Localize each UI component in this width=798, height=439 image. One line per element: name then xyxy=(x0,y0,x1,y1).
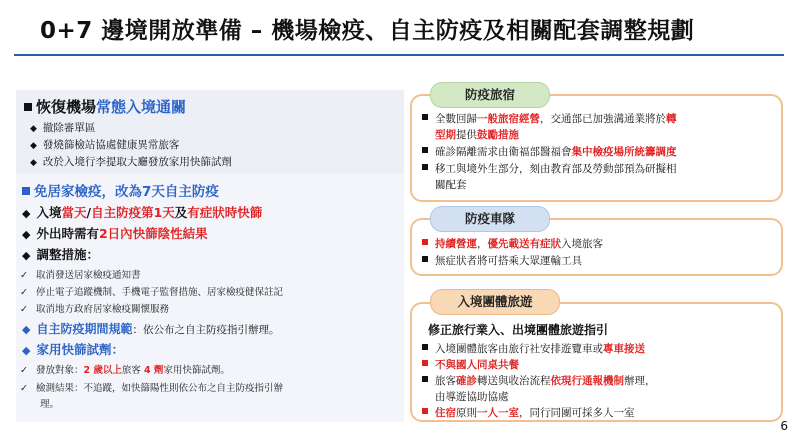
square-bullet-icon xyxy=(422,408,428,414)
self-prevention-heading: 免居家檢疫，改為7天自主防疫 xyxy=(22,180,219,200)
square-bullet-icon xyxy=(422,114,428,120)
page-number: 6 xyxy=(780,419,788,433)
left-panel xyxy=(16,90,404,422)
hotel-item-continued: 關配套 xyxy=(435,179,467,191)
diamond-bullet-icon: ◆ xyxy=(22,207,31,220)
hotel-item: 移工與境外生部分，刻由教育部及勞動部預為研擬相 xyxy=(422,161,677,177)
tour-item-continued: 由導遊協助協處 xyxy=(435,391,509,403)
tour-item: 入境團體旅客由旅行社安排遊覽車或專車接送 xyxy=(422,341,645,357)
airport-heading: 恢復機場常態入境通關 xyxy=(24,96,186,117)
hotel-item-continued: 型期提供鼓勵措施 xyxy=(435,129,519,141)
hotel-item: 確診隔離需求由衛福部醫福會集中檢疫場所統籌調度 xyxy=(422,144,677,160)
kit-item: ✓ 檢測結果：不追蹤，如快篩陽性則依公布之自主防疫指引辦 xyxy=(20,383,283,394)
square-bullet-icon xyxy=(422,147,428,153)
diamond-bullet-icon: ◆ xyxy=(30,124,37,134)
diamond-bullet-icon: ◆ xyxy=(22,344,31,357)
check-icon: ✓ xyxy=(20,383,28,394)
list-item: ◆ 發燒篩檢站協處健康異常旅客 xyxy=(30,139,180,151)
square-bullet-icon xyxy=(422,164,428,170)
check-icon: ✓ xyxy=(20,287,28,298)
tour-item: 不與國人同桌共餐 xyxy=(422,357,519,373)
square-bullet-icon xyxy=(24,103,32,111)
square-bullet-icon xyxy=(422,256,428,262)
kit-item: ✓ 發放對象：2 歲以上旅客 4 劑家用快篩試劑。 xyxy=(20,365,230,376)
hotel-item: 全數回歸一般旅宿經營，交通部已加強溝通業將於轉 xyxy=(422,111,677,127)
quarantine-fleet-tag: 防疫車隊 xyxy=(430,206,550,232)
check-icon: ✓ xyxy=(20,365,28,376)
diamond-bullet-icon: ◆ xyxy=(22,249,31,262)
tour-item: 住宿原則一人一室，同行同團可採多人一室 xyxy=(422,405,635,421)
measure-item: ✓ 取消發送居家檢疫通知書 xyxy=(20,270,141,281)
measure-item: ✓ 停止電子追蹤機制、手機電子監督措施、居家檢疫健保註記 xyxy=(20,287,283,298)
square-bullet-icon xyxy=(422,360,428,366)
self-prevention-section xyxy=(16,174,404,422)
diamond-bullet-icon: ◆ xyxy=(22,228,31,241)
entry-day-line: ◆ 入境當天/自主防疫第1天及有症狀時快篩 xyxy=(22,205,263,220)
square-bullet-icon xyxy=(422,376,428,382)
diamond-bullet-icon: ◆ xyxy=(30,158,37,168)
square-bullet-icon xyxy=(22,187,30,195)
group-tour-heading: 修正旅行業入、出境團體旅遊指引 xyxy=(428,323,609,337)
diamond-bullet-icon: ◆ xyxy=(22,323,31,336)
kit-item-continued: 理。 xyxy=(40,399,60,410)
quarantine-hotel-tag: 防疫旅宿 xyxy=(430,82,550,108)
check-icon: ✓ xyxy=(20,270,28,281)
title-divider xyxy=(14,54,784,56)
period-line: ◆ 自主防疫期間規範：依公布之自主防疫指引辦理。 xyxy=(22,322,280,336)
group-tour-tag: 入境團體旅遊 xyxy=(430,289,560,315)
fleet-item: 無症狀者將可搭乘大眾運輸工具 xyxy=(422,253,582,269)
list-item: ◆ 撤除審單區 xyxy=(30,122,96,134)
tour-item: 旅客確診轉送與收治流程依現行通報機制辦理， xyxy=(422,373,656,389)
list-item: ◆ 改於入境行李提取大廳發放家用快篩試劑 xyxy=(30,156,232,168)
page-title: 0+7 邊境開放準備 – 機場檢疫、自主防疫及相關配套調整規劃 xyxy=(40,18,695,44)
measures-heading: ◆ 調整措施： xyxy=(22,247,99,262)
kit-heading: ◆ 家用快篩試劑： xyxy=(22,342,124,357)
square-bullet-icon xyxy=(422,239,428,245)
fleet-item: 持續營運，優先載送有症狀入境旅客 xyxy=(422,236,603,252)
outing-line: ◆ 外出時需有2日內快篩陰性結果 xyxy=(22,226,208,241)
airport-section xyxy=(16,90,404,174)
square-bullet-icon xyxy=(422,344,428,350)
check-icon: ✓ xyxy=(20,304,28,315)
diamond-bullet-icon: ◆ xyxy=(30,141,37,151)
measure-item: ✓ 取消地方政府居家檢疫關懷服務 xyxy=(20,304,169,315)
